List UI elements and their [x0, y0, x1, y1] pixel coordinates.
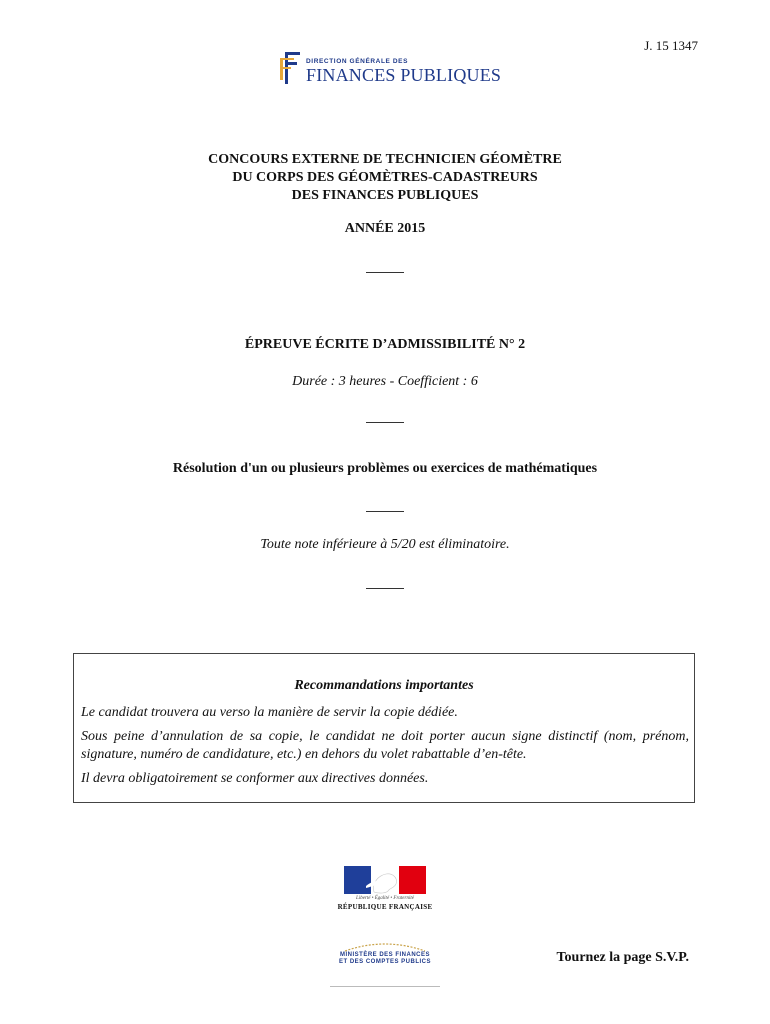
exam-name: ÉPREUVE ÉCRITE D’ADMISSIBILITÉ N° 2 [244, 337, 526, 352]
republic-name: RÉPUBLIQUE FRANÇAISE [337, 903, 433, 911]
separator [366, 588, 404, 589]
marianne-flag-logo [344, 866, 426, 894]
ministry-name-line-2: ET DES COMPTES PUBLICS [338, 959, 431, 965]
contest-title-line-3: DES FINANCES PUBLIQUES [291, 188, 479, 203]
recommendation-paragraph-3: Il devra obligatoirement se conformer aux directives données. [81, 771, 429, 786]
turn-page-notice: Tournez la page S.V.P. [556, 950, 689, 965]
elimination-note: Toute note inférieure à 5/20 est éliminatoire. [260, 537, 510, 552]
dgfip-logo [276, 50, 500, 90]
contest-title-line-2: DU CORPS DES GÉOMÈTRES-CADASTREURS [232, 170, 538, 185]
exam-subject: Résolution d'un ou plusieurs problèmes ou exercices de mathématiques [172, 461, 598, 476]
separator [366, 422, 404, 423]
republic-motto: Liberté • Égalité • Fraternité [356, 896, 414, 901]
exam-duration: Durée : 3 heures - Coefficient : 6 [292, 374, 478, 389]
separator [366, 511, 404, 512]
dgfip-logo-small-text: DIRECTION GÉNÉRALE DES [306, 58, 409, 65]
contest-title-line-1: CONCOURS EXTERNE DE TECHNICIEN GÉOMÈTRE [208, 152, 562, 167]
recommendations-title: Recommandations importantes [294, 678, 474, 693]
separator [366, 272, 404, 273]
footer-divider [330, 986, 440, 987]
recommendation-paragraph-1: Le candidat trouvera au verso la manière de servir la copie dédiée. [81, 705, 458, 720]
dgfip-f-icon [276, 50, 302, 86]
recommendation-paragraph-2: Sous peine d’annulation de sa copie, le candidat ne doit porter aucun signe distinctif (nom, prénom, signature, numéro de candidature, etc.) en dehors du volet rabattable d’en-tête. [81, 729, 689, 762]
ministry-arc-icon [340, 940, 430, 952]
ministry-name-line-1: MINISTÈRE DES FINANCES [339, 952, 430, 958]
recommendations-box [73, 653, 695, 803]
dgfip-logo-big-text: FINANCES PUBLIQUES [306, 65, 502, 85]
document-reference: J. 15 1347 [644, 38, 698, 53]
contest-year: ANNÉE 2015 [344, 221, 426, 236]
